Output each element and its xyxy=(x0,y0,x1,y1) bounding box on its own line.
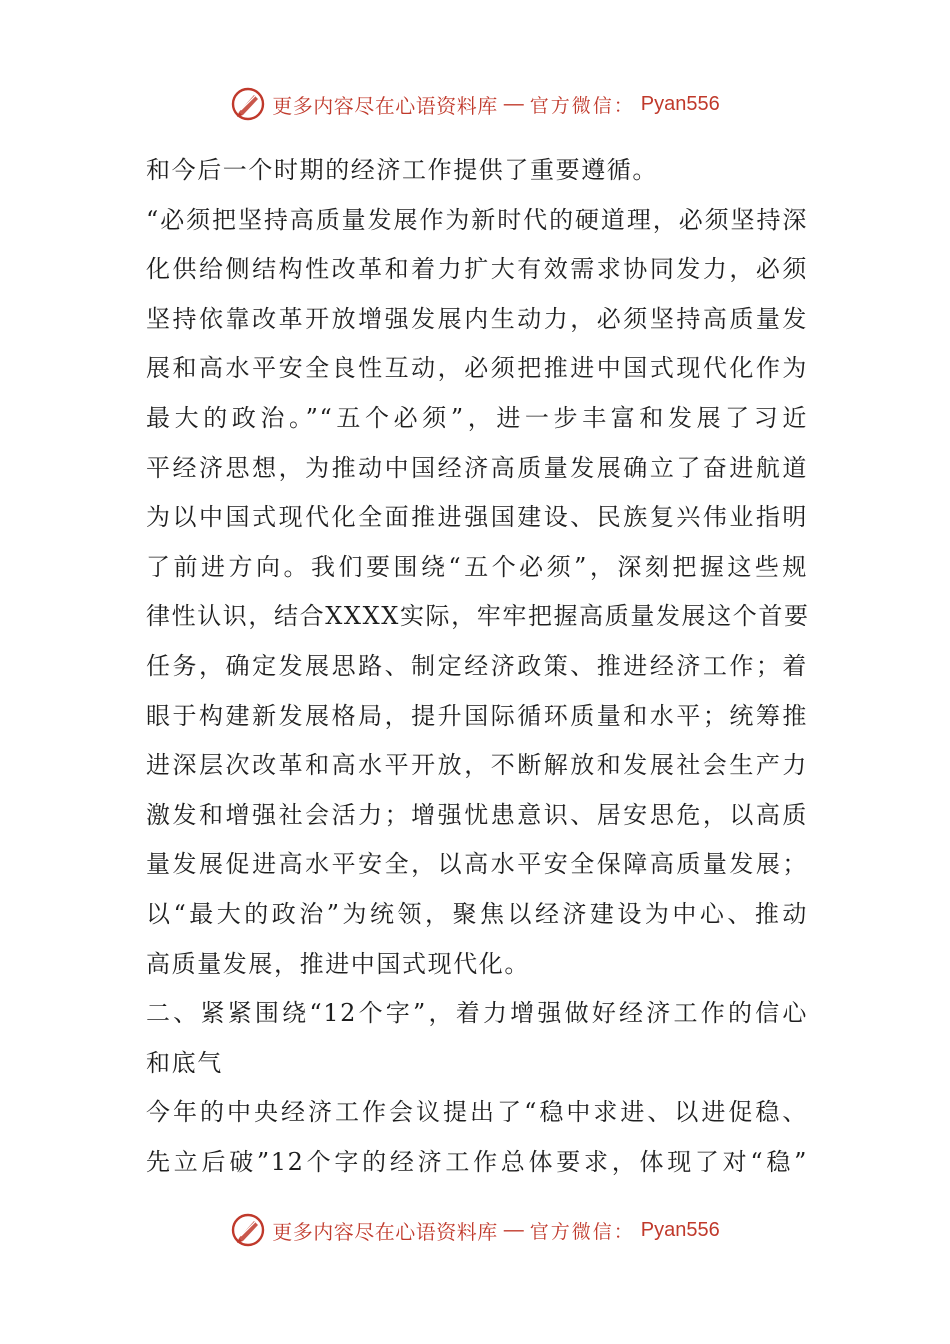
body-line: 为以中国式现代化全面推进强国建设、民族复兴伟业指明 xyxy=(146,503,808,532)
body-line: 进深层次改革和高水平开放，不断解放和发展社会生产力 xyxy=(146,751,808,780)
body-line: 先立后破”12个字的经济工作总体要求，体现了对“稳” xyxy=(146,1147,808,1176)
section-heading-line: 和底气 xyxy=(146,1048,223,1077)
body-line: 眼于构建新发展格局，提升国际循环质量和水平；统筹推 xyxy=(146,701,808,730)
body-line: 以“最大的政治”为统领，聚焦以经济建设为中心、推动 xyxy=(146,899,808,928)
header-site-text: 更多内容尽在心语资料库 xyxy=(272,93,498,118)
body-line: 坚持依靠改革开放增强发展内生动力，必须坚持高质量发 xyxy=(146,304,808,333)
footer-separator: — xyxy=(503,1218,524,1241)
footer-site-text: 更多内容尽在心语资料库 xyxy=(272,1219,498,1244)
body-text xyxy=(146,146,808,1187)
body-line: 和今后一个时期的经济工作提供了重要遵循。 xyxy=(146,156,658,184)
body-line: 任务，确定发展思路、制定经济政策、推进经济工作；着 xyxy=(146,651,808,680)
footer-watermark-banner xyxy=(0,1208,950,1252)
header-watermark-banner xyxy=(0,82,950,126)
body-line: 激发和增强社会活力；增强忧患意识、居安思危，以高质 xyxy=(146,800,808,829)
body-line: 化供给侧结构性改革和着力扩大有效需求协同发力，必须 xyxy=(146,255,808,284)
header-separator: — xyxy=(503,92,524,115)
pen-logo-icon xyxy=(230,86,266,122)
footer-contact-label: 官方微信： xyxy=(529,1220,635,1243)
pen-logo-icon xyxy=(230,1212,266,1248)
body-line: 律性认识，结合XXXX实际，牢牢把握高质量发展这个首要 xyxy=(146,602,810,631)
body-line: 了前进方向。我们要围绕“五个必须”，深刻把握这些规 xyxy=(146,552,808,581)
header-contact-label: 官方微信： xyxy=(529,94,635,117)
body-line: 平经济思想，为推动中国经济高质量发展确立了奋进航道 xyxy=(146,453,808,482)
header-contact-id: Pyan556 xyxy=(640,92,720,115)
footer-contact-id: Pyan556 xyxy=(640,1218,720,1241)
body-line: 量发展促进高水平安全，以高水平安全保障高质量发展； xyxy=(146,850,808,879)
section-heading-line: 二、紧紧围绕“12个字”，着力增强做好经济工作的信心 xyxy=(146,999,808,1028)
body-line: 展和高水平安全良性互动，必须把推进中国式现代化作为 xyxy=(146,354,808,383)
body-line: “必须把坚持高质量发展作为新时代的硬道理，必须坚持深 xyxy=(146,205,808,234)
body-line: 最大的政治。”“五个必须”，进一步丰富和发展了习近 xyxy=(146,403,808,432)
body-line: 高质量发展，推进中国式现代化。 xyxy=(146,949,530,978)
body-line: 今年的中央经济工作会议提出了“稳中求进、以进促稳、 xyxy=(146,1098,808,1127)
